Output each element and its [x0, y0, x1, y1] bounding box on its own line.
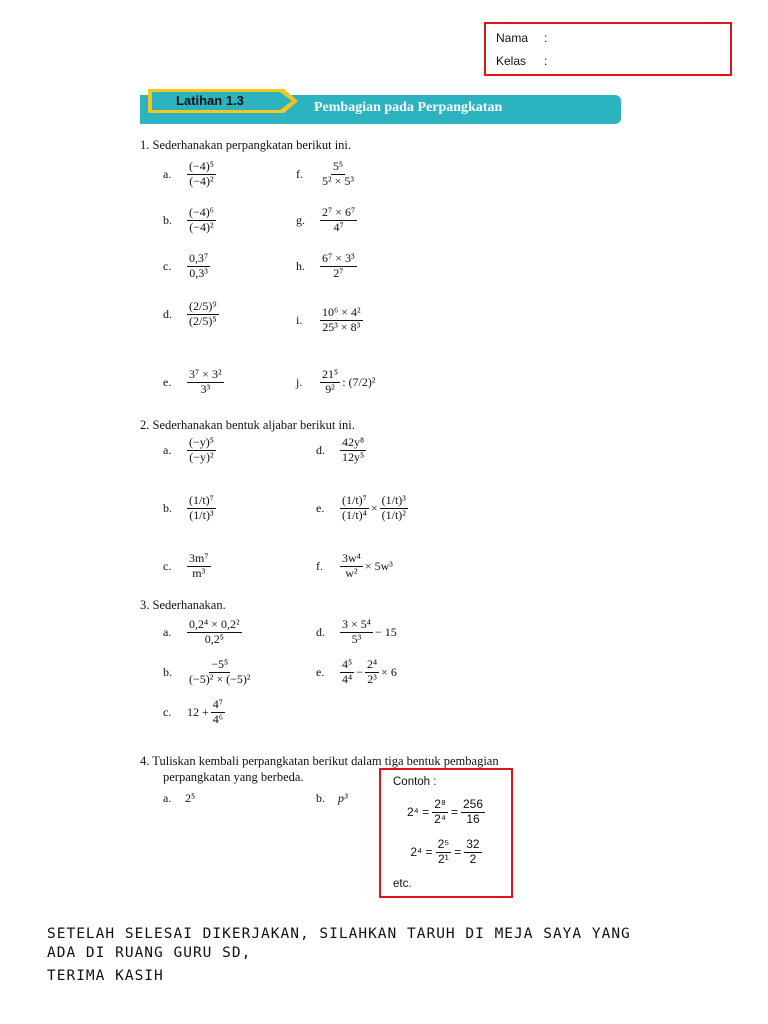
name-class-box [484, 22, 732, 76]
q1-item-i: i. $\frac{\text{10⁶ × 4²}}{\text{25³ × 8³}}$ [296, 305, 361, 334]
q4-prompt-line2: perpangkatan yang berbeda. [163, 770, 304, 784]
page-title: Pembagian pada Perpangkatan [314, 100, 503, 115]
q3-item-b: b. $\frac{\text{−5⁵}}{\text{(−5)² × (−5)²}}$ [163, 657, 251, 686]
nama-label: Nama [496, 31, 529, 45]
q2-item-d: d. $\frac{\text{42y⁸}}{\text{12y⁵}}$ [316, 435, 365, 464]
q3-item-e: e. $\frac{\text{4⁵}}{\text{4⁴}}$ − $\frac{\text{2⁴}}{\text{2³}}$ × 6 [316, 657, 397, 686]
q1-item-a: a. $\frac{\text{(−4)⁵}}{\text{(−4)²}}$ [163, 159, 214, 188]
q2-item-b: b. $\frac{\text{(1/t)⁷}}{\text{(1/t)³}}$ [163, 493, 214, 522]
q2-item-c: c. $\frac{\text{3m⁷}}{\text{m³}}$ [163, 551, 209, 580]
q1-prompt: 1. Sederhanakan perpangkatan berikut ini. [140, 138, 352, 152]
latihan-tag: Latihan 1.3 [176, 93, 244, 108]
q1-item-g: g. $\frac{\text{2⁷ × 6⁷}}{\text{4⁷}}$ [296, 205, 356, 234]
contoh-etc: etc. [393, 878, 412, 890]
q2-item-e: e. $\frac{\text{(1/t)⁷}}{\text{(1/t)⁴}}$ × $\frac{\text{(1/t)³}}{\text{(1/t)²}}$ [316, 493, 406, 522]
q4-prompt-line1: 4. Tuliskan kembali perpangkatan berikut dalam tiga bentuk pembagian [140, 754, 499, 768]
kelas-label: Kelas [496, 54, 527, 68]
q1-item-f: f. $\frac{\text{5⁵}}{\text{5² × 5³}}$ [296, 159, 354, 188]
q3-item-c: c. 12 + $\frac{\text{4⁷}}{\text{4⁶}}$ [163, 697, 223, 726]
contoh-title: Contoh : [393, 776, 437, 788]
q3-item-d: d. $\frac{\text{3 × 5⁴}}{\text{5³}}$ − 15 [316, 617, 397, 646]
q2-item-a: a. $\frac{\text{(−y)⁵}}{\text{(−y)²}}$ [163, 435, 214, 464]
note-line-2: ADA DI RUANG GURU SD, [47, 945, 252, 961]
q1-item-b: b. $\frac{\text{(−4)⁶}}{\text{(−4)²}}$ [163, 205, 214, 234]
q1-item-d: d. $\frac{\text{(2/5)⁹}}{\text{(2/5)⁵}}$ [163, 299, 217, 328]
q1-item-h: h. $\frac{\text{6⁷ × 3³}}{\text{2⁷}}$ [296, 251, 355, 280]
q4-item-a: a. 2⁵ [163, 791, 196, 805]
note-line-1: SETELAH SELESAI DIKERJAKAN, SILAHKAN TARUH DI MEJA SAYA YANG [47, 926, 631, 942]
q3-item-a: a. $\frac{\text{0,2⁴ × 0,2²}}{\text{0,2⁵}}$ [163, 617, 240, 646]
contoh-box [379, 768, 513, 898]
q1-item-c: c. $\frac{\text{0,3⁷}}{\text{0,3³}}$ [163, 251, 209, 280]
q3-prompt: 3. Sederhanakan. [140, 598, 226, 612]
q2-item-f: f. $\frac{\text{3w⁴}}{\text{w²}}$ × 5w³ [316, 551, 393, 580]
contoh-eq-2: 2⁴ = $\frac{\text{2⁵}}{\text{2¹}}$ = $\frac{32}{2}$ [410, 837, 480, 866]
contoh-eq-1: 2⁴ = $\frac{\text{2⁸}}{\text{2⁴}}$ = $\frac{256}{16}$ [406, 797, 484, 826]
q1-item-j: j. $\frac{\text{21⁵}}{\text{9²}}$ : (7/2)² [296, 367, 376, 396]
q2-prompt: 2. Sederhanakan bentuk aljabar berikut ini. [140, 418, 355, 432]
nama-colon: : [544, 31, 548, 45]
q4-item-b: b. p³ [316, 791, 348, 805]
kelas-colon: : [544, 54, 548, 68]
note-line-3: TERIMA KASIH [47, 968, 164, 984]
q1-item-e: e. $\frac{\text{3⁷ × 3²}}{\text{3³}}$ [163, 367, 222, 396]
